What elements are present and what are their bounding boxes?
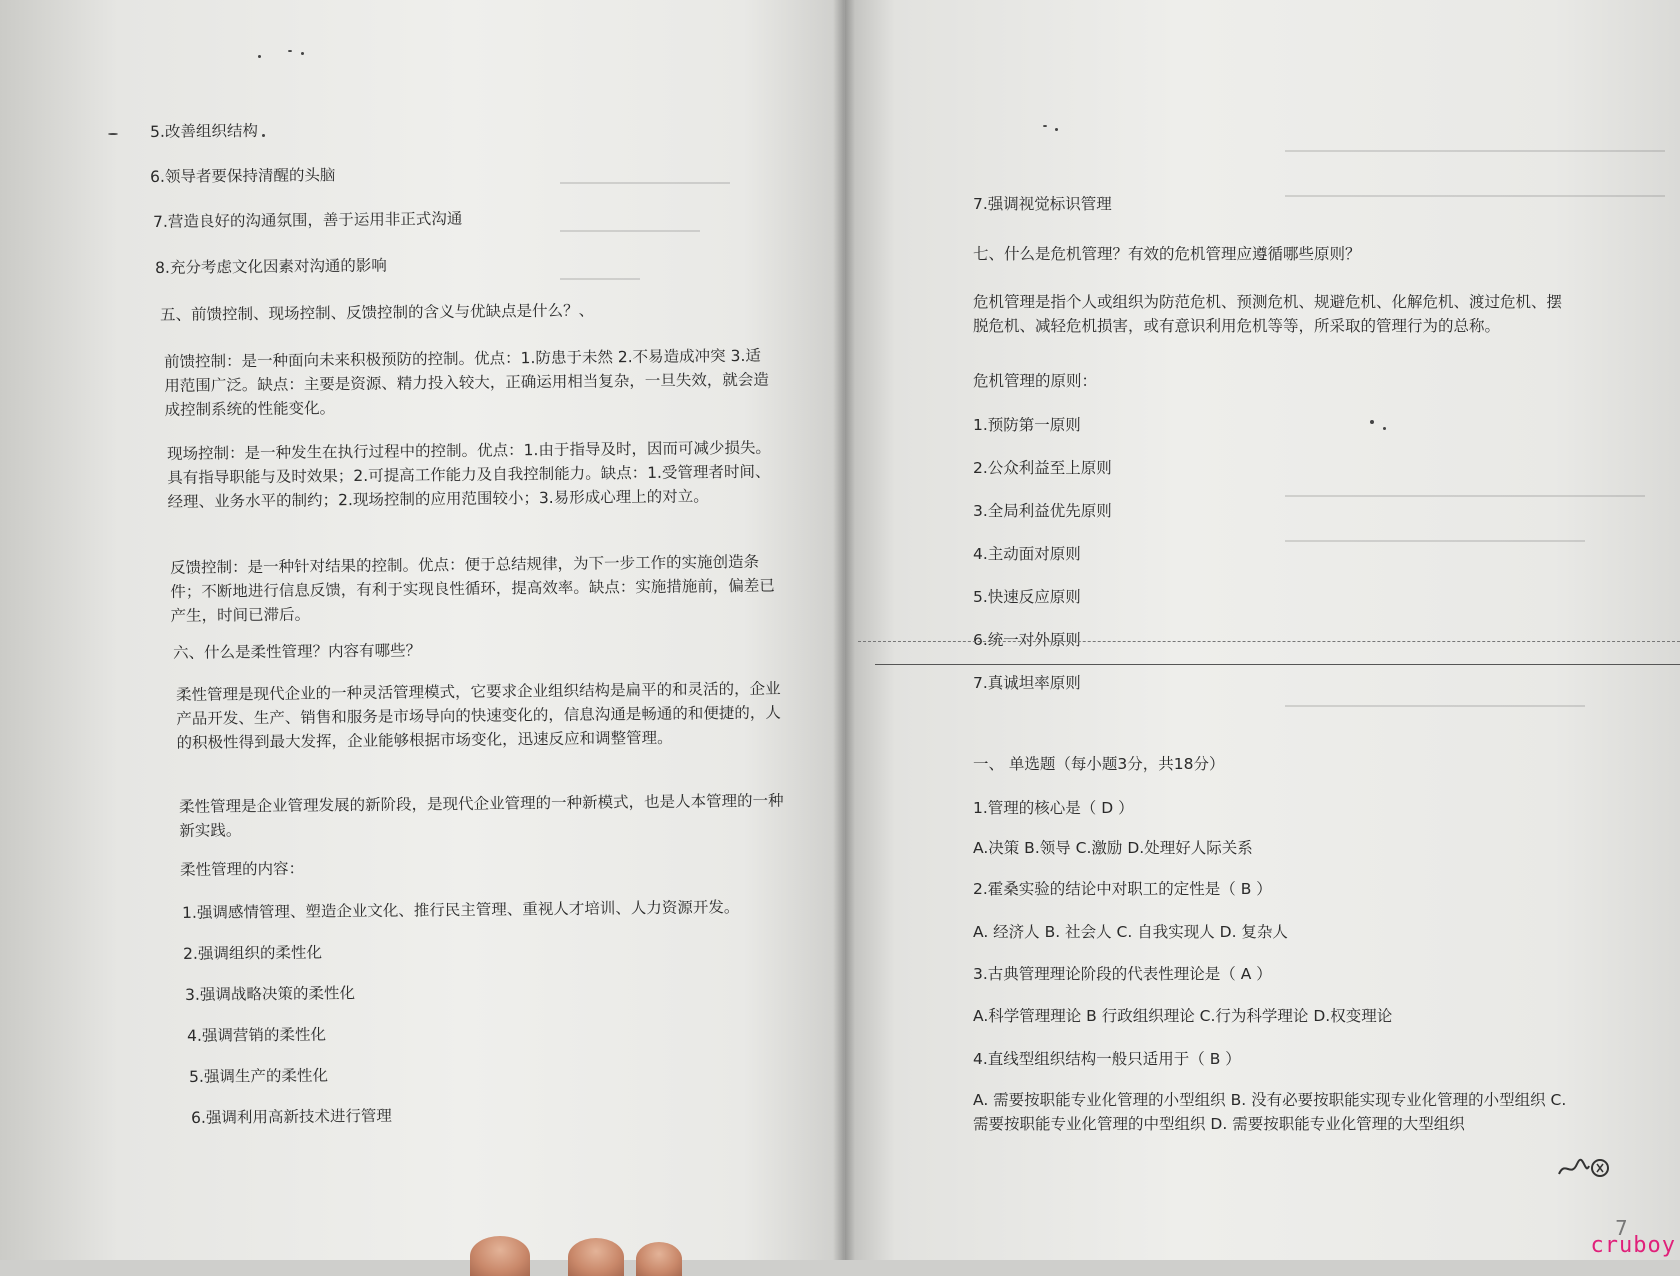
list-item: 5.快速反应原则 [973,588,1081,606]
list-item: 2.公众利益至上原则 [973,459,1112,477]
question-heading: 七、什么是危机管理？有效的危机管理应遵循哪些原则？ [973,245,1361,263]
print-speck [1370,420,1374,424]
print-speck [108,133,118,135]
quiz-question: 2.霍桑实验的结论中对职工的定性是（ B ） [973,880,1272,898]
print-speck [301,52,304,55]
finger [470,1236,530,1276]
list-item: 1.预防第一原则 [973,416,1081,434]
print-speck [1043,125,1047,127]
print-speck [262,134,265,137]
fold-line [875,664,1680,665]
subheading: 危机管理的原则： [973,372,1098,390]
print-speck [1055,128,1058,131]
list-item: 1.强调感情管理、塑造企业文化、推行民主管理、重视人才培训、人力资源开发。 [182,898,740,922]
list-item: 8.充分考虑文化因素对沟通的影响 [155,256,387,277]
right-page [845,0,1680,1260]
quiz-options: A. 需要按职能专业化管理的小型组织 B. 没有必要按职能实现专业化管理的小型组织 C. 需要按职能专业化管理的中型组织 D. 需要按职能专业化管理的大型组织 [973,1091,1567,1133]
finger [568,1238,624,1276]
bleed-through [560,182,730,184]
quiz-options: A.科学管理理论 B 行政组织理论 C.行为科学理论 D.权变理论 [973,1007,1393,1025]
quiz-options: A.决策 B.领导 C.激励 D.处理好人际关系 [973,839,1253,857]
list-item: 6.领导者要保持清醒的头脑 [150,166,336,186]
handwritten-mark [1555,1150,1615,1186]
print-speck [258,55,261,58]
subheading: 柔性管理的内容： [180,859,305,879]
bleed-through [1285,150,1665,152]
list-item: 7.强调视觉标识管理 [973,195,1112,213]
crisis-definition-paragraph: 危机管理是指个人或组织为防范危机、预测危机、规避危机、化解危机、渡过危机、摆脱危机、减轻危机损害，或有意识利用危机等等，所采取的管理行为的总称。 [973,293,1563,335]
quiz-options: A. 经济人 B. 社会人 C. 自我实现人 D. 复杂人 [973,923,1288,941]
section-heading: 一、 单选题（每小题3分，共18分） [973,755,1225,773]
flex-definition-paragraph: 柔性管理是现代企业的一种灵活管理模式，它要求企业组织结构是扁平的和灵活的，企业产品开发、生产、销售和服务是市场导向的快速变化的，信息沟通是畅通的和便捷的，人的积极性得到最大发挥，企业能够根据市场变化，迅速反应和调整管理。 [176,679,781,752]
book-spine [833,0,855,1260]
list-item: 3.强调战略决策的柔性化 [185,984,355,1004]
list-item: 7.真诚坦率原则 [973,674,1081,692]
quiz-question: 4.直线型组织结构一般只适用于（ B ） [973,1050,1241,1068]
print-speck [288,50,292,52]
list-item: 7.营造良好的沟通氛围，善于运用非正式沟通 [153,209,463,231]
list-item: 6.统一对外原则 [973,631,1081,649]
feedback-paragraph: 反馈控制：是一种针对结果的控制。优点：便于总结规律，为下一步工作的实施创造条件；不断地进行信息反馈，有利于实现良性循环，提高效率。缺点：实施措施前，偏差已产生，时间已滞后。 [170,552,775,625]
bleed-through [1285,705,1585,707]
quiz-question: 1.管理的核心是（ D ） [973,799,1134,817]
bleed-through [1285,495,1645,497]
quiz-question: 3.古典管理理论阶段的代表性理论是（ A ） [973,965,1272,983]
list-item: 6.强调利用高新技术进行管理 [191,1106,392,1127]
bleed-through [1285,195,1665,197]
list-item: 3.全局利益优先原则 [973,502,1112,520]
concurrent-paragraph: 现场控制：是一种发生在执行过程中的控制。优点：1.由于指导及时，因而可减少损失。具有指导职能与及时效果；2.可提高工作能力及自我控制能力。缺点：1.受管理者时间、经理、业务水平的制约；2.现场控制的应用范围较小；3.易形成心理上的对立。 [167,438,771,511]
finger [636,1242,682,1276]
flex-definition-paragraph: 柔性管理是企业管理发展的新阶段，是现代企业管理的一种新模式，也是人本管理的一种新实践。 [179,791,784,840]
list-item: 4.强调营销的柔性化 [187,1025,326,1045]
feedforward-paragraph: 前馈控制：是一种面向未来积极预防的控制。优点：1.防患于未然 2.不易造成冲突 3.适用范围广泛。缺点：主要是资源、精力投入较大，正确运用相当复杂，一旦失效，就会造成控制系统的性能变化。 [164,346,769,419]
question-heading: 六、什么是柔性管理？内容有哪些？ [173,641,422,662]
list-item: 5.强调生产的柔性化 [189,1066,328,1086]
bleed-through [560,230,700,232]
question-heading: 五、前馈控制、现场控制、反馈控制的含义与优缺点是什么？、 [160,301,595,324]
list-item: 5.改善组织结构 [150,121,258,141]
watermark: cruboy [1590,1233,1676,1258]
left-page [0,0,845,1260]
list-item: 4.主动面对原则 [973,545,1081,563]
print-speck [1383,427,1386,430]
page-number: 7 [1615,1216,1628,1240]
bleed-through [1285,540,1585,542]
fold-line [858,641,1680,642]
list-item: 2.强调组织的柔性化 [183,943,322,963]
bleed-through [560,278,640,280]
